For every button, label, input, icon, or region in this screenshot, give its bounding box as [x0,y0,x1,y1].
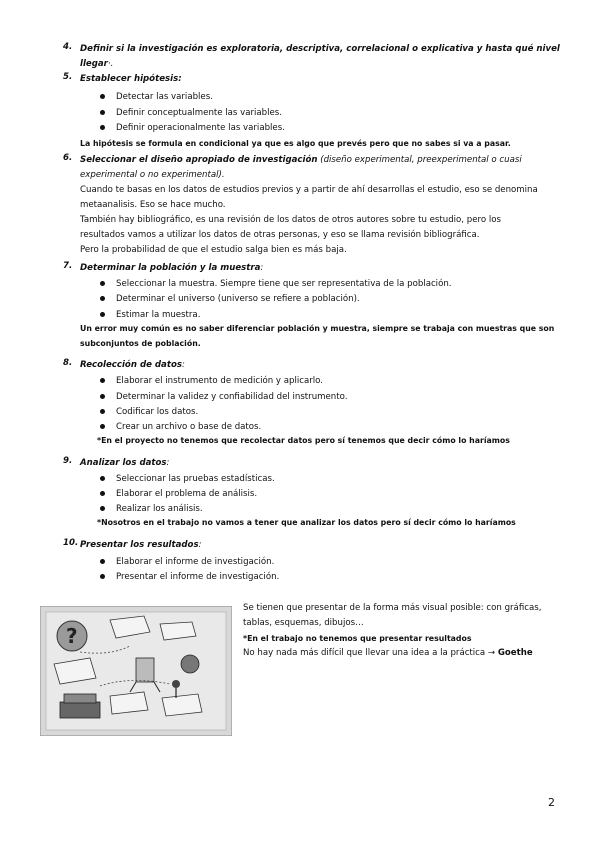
goethe-quote: No hay nada más difícil que llevar una idea a la práctica → Goethe [243,648,533,658]
quote-author: Goethe [497,648,533,658]
side-text-line: Se tienen que presentar de la forma más visual posible: con gráficas, [243,603,542,613]
paragraph-line: metaanalisis. Eso se hace mucho. [80,200,226,210]
section-number: 9. [63,456,73,466]
bullet-icon [100,409,105,414]
bullet-icon [100,394,105,399]
side-text-line: tablas, esquemas, dibujos… [243,618,364,628]
section-number: 6. [63,153,73,163]
bullet-icon [100,378,105,383]
gear-icon [181,655,199,673]
section-title: Analizar los datos: [80,458,170,468]
section-title: Seleccionar el diseño apropiado de investigación (diseño experimental, preexperimental o cuasi experimental o no experimental). [80,155,522,180]
side-text-note: *En el trabajo no tenemos que presentar resultados [243,634,472,643]
label-burst [162,694,202,716]
books-icon [60,702,100,718]
research-process-illustration [40,606,232,736]
section-number: 8. [63,358,73,368]
bullet-icon [100,125,105,130]
bullet-icon [100,491,105,496]
paragraph-line: Pero la probabilidad de que el estudio salga bien es más baja. [80,245,347,255]
section-number: 4. [63,42,73,52]
section-title: Recolección de datos: [80,360,185,370]
bullet-icon [100,296,105,301]
bullet-icon [100,574,105,579]
bullet-icon [100,281,105,286]
section-title: Presentar los resultados: [80,540,202,550]
section-note: subconjuntos de población. [80,339,201,348]
label-burst [110,692,148,714]
bullet-icon [100,94,105,99]
section-number: 5. [63,72,73,82]
board-icon [136,658,154,682]
person-icon [172,680,180,688]
page-number: 2 [548,796,555,809]
section-note: La hipótesis se formula en condicional ya que es algo que prevés pero que no sabes si va a pasar. [80,139,511,148]
bullet-icon [100,312,105,317]
section-title: Determinar la población y la muestra: [80,263,264,273]
section-note: *En el proyecto no tenemos que recolectar datos pero sí tenemos que decir cómo lo haríamos [97,436,510,445]
bullet-icon [100,476,105,481]
document-page: 4. Definir si la investigación es exploratoria, descriptiva, correlacional o explicativa y hasta qué nivel llegar·. 5. Establecer hipótesis: Detectar las variables. Definir conceptualmente las variables. Definir operacionalmente las variables. La hipótesis se formula en condicional ya que es algo que prevés pero que no sabes si va a pasar. 6. Seleccionar el diseño apropiado de investigación (diseño experimental, preexperimental o cuasi experimental o no experimental). Cuando te basas en los datos de estudios previos y a partir de ahí desarrollas el estudio, eso se denomina metaanalisis. Eso se hace mucho. También hay bibliográfico, es una revisión de los datos de otros autores sobre tu estudio, pero los resultados vamos a utilizar los datos de otras personas, y eso se llama revisión bibliográfica. Pero la probabilidad de que el estudio salga bien es más baja. 7. Determinar la población y la muestra: Seleccionar la muestra. Siempre tiene que ser representativa de la población. Determinar el universo (universo se refiere a población). Estimar la muestra. Un error muy común es no saber diferenciar población y muestra, siempre se trabaja con muestras que son subconjuntos de población. 8. Recolección de datos: Elaborar el instrumento de medición y aplicarlo. Determinar la validez y confiabilidad del instrumento. Codificar los datos. Crear un archivo o base de datos. *En el proyecto no tenemos que recolectar datos pero sí tenemos que decir cómo lo haríamos 9. Analizar los datos: Seleccionar las pruebas estadísticas. Elaborar el problema de análisis. Realizar los análisis. *Nosotros en el trabajo no vamos a tener que analizar los datos pero sí decir cómo lo haríamos 10. Presentar los resultados: Elaborar el informe de investigación. Presentar el informe de investigación. ? Se tienen que presentar de la forma más visual posible: con gráficas, tablas, esquemas, dibujos… *En el trabajo no tenemos que presentar resultados No hay nada más difícil que llevar una idea a la práctica → Goethe 2 [0,0,600,848]
bullet-icon [100,110,105,115]
section-note: *Nosotros en el trabajo no vamos a tener que analizar los datos pero sí decir cómo lo haríamos [97,518,516,527]
paragraph-line: También hay bibliográfico, es una revisión de los datos de otros autores sobre tu estudio, pero los [80,215,501,225]
paragraph-line: resultados vamos a utilizar los datos de otras personas, y eso se llama revisión bibliográfica. [80,230,480,240]
bullet-icon [100,559,105,564]
question-mark-glyph: ? [66,624,78,648]
paragraph-line: Cuando te basas en los datos de estudios previos y a partir de ahí desarrollas el estudio, eso se denomina [80,185,538,195]
bullet-icon [100,506,105,511]
section-title: Definir si la investigación es exploratoria, descriptiva, correlacional o explicativa y hasta qué nivel llegar·. [80,44,560,69]
bullet-icon [100,424,105,429]
section-note: Un error muy común es no saber diferenciar población y muestra, siempre se trabaja con muestras que son [80,324,555,333]
section-number: 10. [63,538,79,548]
section-number: 7. [63,261,73,271]
section-title: Establecer hipótesis: [80,74,182,84]
